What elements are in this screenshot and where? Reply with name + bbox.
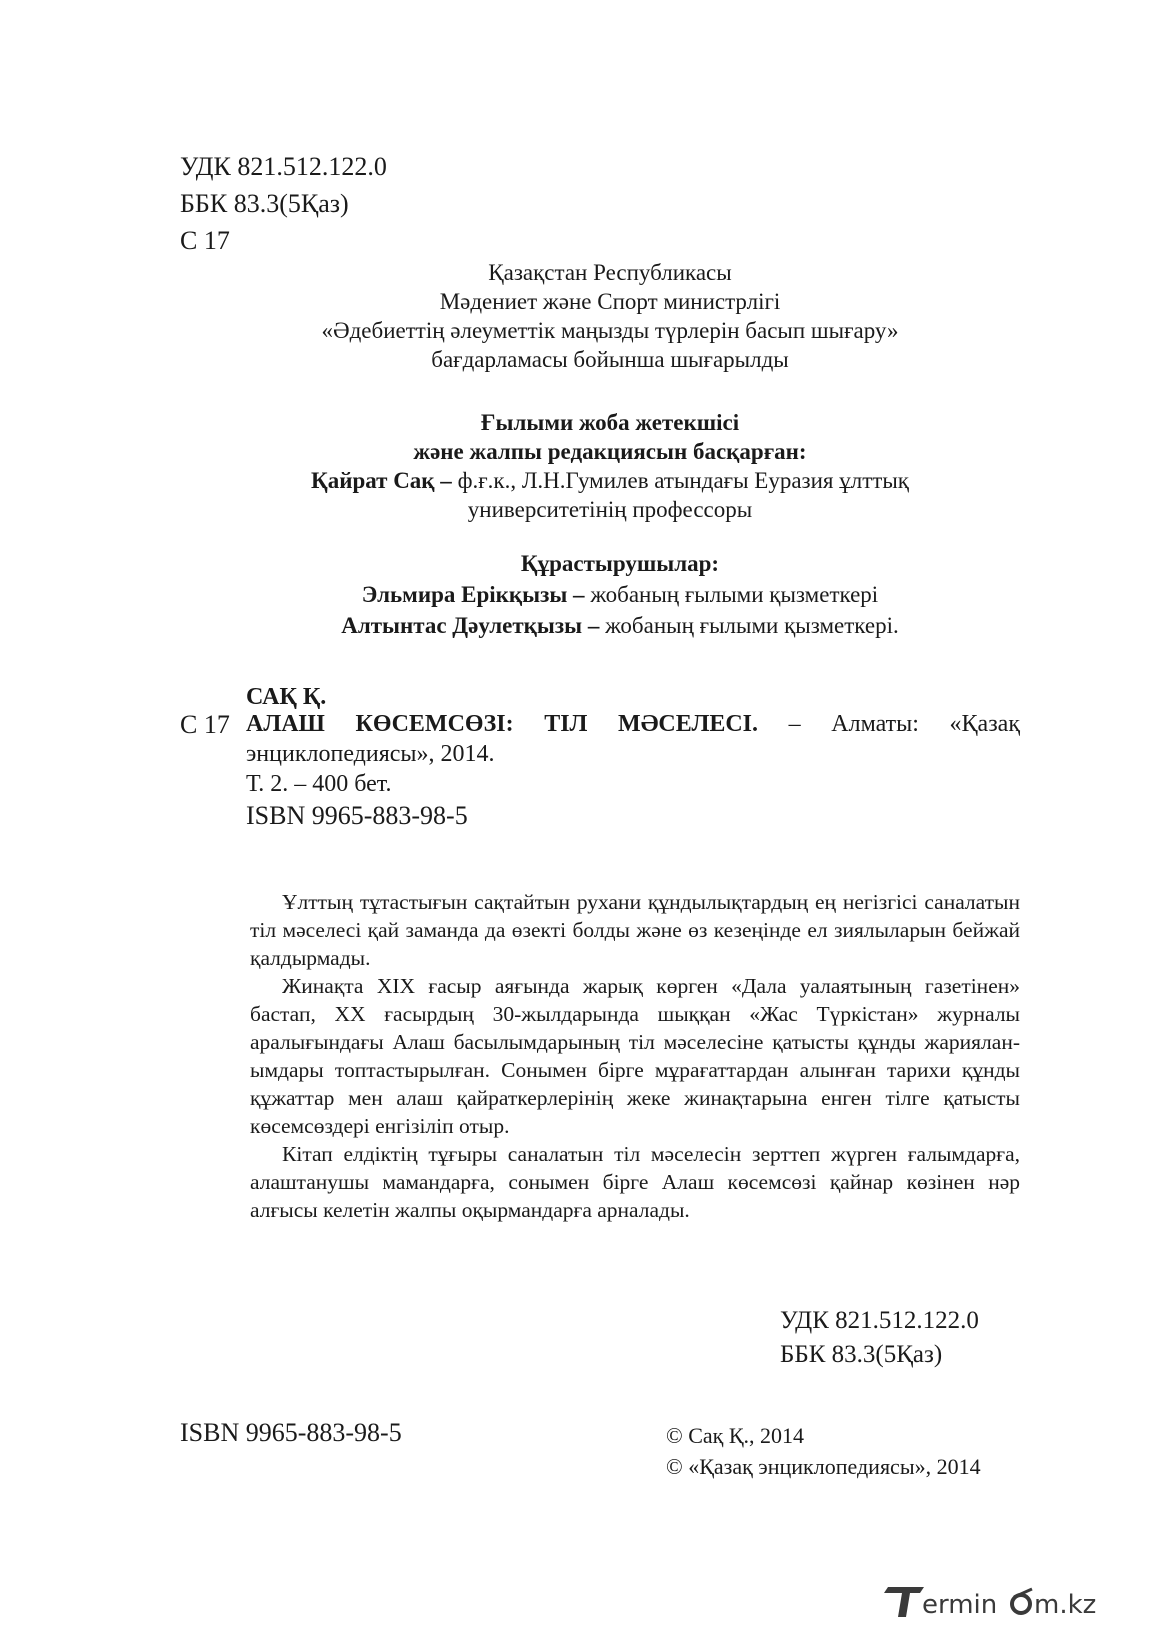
leader-line	[230, 466, 990, 495]
watermark-text-left: ermin	[922, 1590, 998, 1620]
compiler-name: Эльмира Ерікқызы –	[361, 582, 585, 607]
catalog-volume: Т. 2. – 400 бет.	[246, 771, 392, 797]
copyright-line: © Сақ Қ., 2014	[666, 1423, 805, 1448]
compiler-role: жобаның ғылыми қызметкері.	[599, 613, 899, 638]
annotation	[250, 888, 1020, 1224]
catalog-publisher: – Алматы: «Қазақ	[758, 711, 1020, 737]
author-mark: С 17	[180, 226, 230, 255]
leader-block	[230, 408, 990, 524]
leader-heading: және жалпы редакциясын басқарған:	[413, 439, 807, 464]
watermark-text-right: m.kz	[1034, 1590, 1097, 1620]
leader-description-2: университетінің профессоры	[467, 497, 753, 522]
udk-code: УДК 821.512.122.0	[180, 152, 387, 181]
annotation-paragraph: Кітап елдіктің тұғыры саналатын тіл мәселесін зерттеп жүрген ғалымдарға, алаштанушы мамандарға, сонымен бірге Алаш көсемсөзі қайнар көзінен нәр алғысы келетін жалпы оқырмандарға арналады.	[250, 1142, 1020, 1222]
ministry-line: Қазақстан Республикасы	[488, 260, 732, 285]
bbk-code: ББК 83.3(5Қаз)	[780, 1341, 943, 1368]
leader-heading: Ғылыми жоба жетекшісі	[480, 410, 740, 435]
ministry-block	[250, 258, 970, 374]
watermark-t-glyph	[884, 1587, 924, 1617]
catalog-title-line	[246, 707, 1020, 741]
compiler-line	[240, 610, 1000, 641]
compiler-line	[240, 579, 1000, 610]
watermark-logo-icon	[880, 1579, 1140, 1623]
classification-bottom	[780, 1304, 979, 1372]
catalog-code: С 17	[180, 710, 230, 739]
leader-name: Қайрат Сақ –	[311, 468, 452, 493]
catalog-isbn: ISBN 9965-883-98-5	[246, 801, 468, 830]
annotation-paragraph: Ұлттың тұтастығын сақтайтын рухани құндылықтардың ең негізгісі саналатын тіл мәселесі қай заманда да өзекті болды және өз кезеңінде ел зиялыларын бейжай қалдырмады.	[250, 890, 1020, 970]
catalog-author: САҚ Қ.	[246, 684, 327, 710]
catalog-publisher-2: энциклопедиясы», 2014.	[246, 741, 495, 767]
udk-code: УДК 821.512.122.0	[780, 1307, 979, 1334]
catalog-title: АЛАШ КӨСЕМСӨЗІ: ТІЛ МӘСЕЛЕСІ.	[246, 711, 759, 737]
leader-description: ф.ғ.к., Л.Н.Гумилев атындағы Еуразия ұлттық	[451, 468, 909, 493]
compilers-heading: Құрастырушылар:	[520, 551, 720, 576]
copyright-block	[666, 1420, 981, 1482]
isbn: ISBN 9965-883-98-5	[180, 1418, 402, 1447]
copyright-line: © «Қазақ энциклопедиясы», 2014	[666, 1454, 981, 1479]
ministry-line: «Әдебиеттің әлеуметтік маңызды түрлерін басып шығару»	[321, 318, 899, 343]
termincom-watermark-logo	[880, 1579, 1140, 1623]
compilers-block	[240, 548, 1000, 641]
compiler-role: жобаның ғылыми қызметкері	[584, 582, 879, 607]
compiler-name: Алтынтас Дәулетқызы –	[341, 613, 600, 638]
classification-top	[180, 148, 387, 259]
bbk-code: ББК 83.3(5Қаз)	[180, 189, 349, 218]
annotation-paragraph: Жинақта XIX ғасыр аяғында жарық көрген «Дала уалаятының газетінен» бастап, ХХ ғасырдың 30-жылдарында шыққан «Жас Түркістан» журналы аралығындағы Алаш басылымдарының тіл мәселесіне қатысты құнды жарияланымдары топтастырылған. Сонымен бірге мұрағаттардан алынған тарихи құнды құжаттар мен алаш қайраткерлерінің жеке жинақтарына енген тілге қатысты көсемсөздері енгізіліп отыр.	[250, 974, 1020, 1138]
ministry-line: Мәдениет және Спорт министрлігі	[439, 289, 781, 314]
ministry-line: бағдарламасы бойынша шығарылды	[431, 347, 789, 372]
